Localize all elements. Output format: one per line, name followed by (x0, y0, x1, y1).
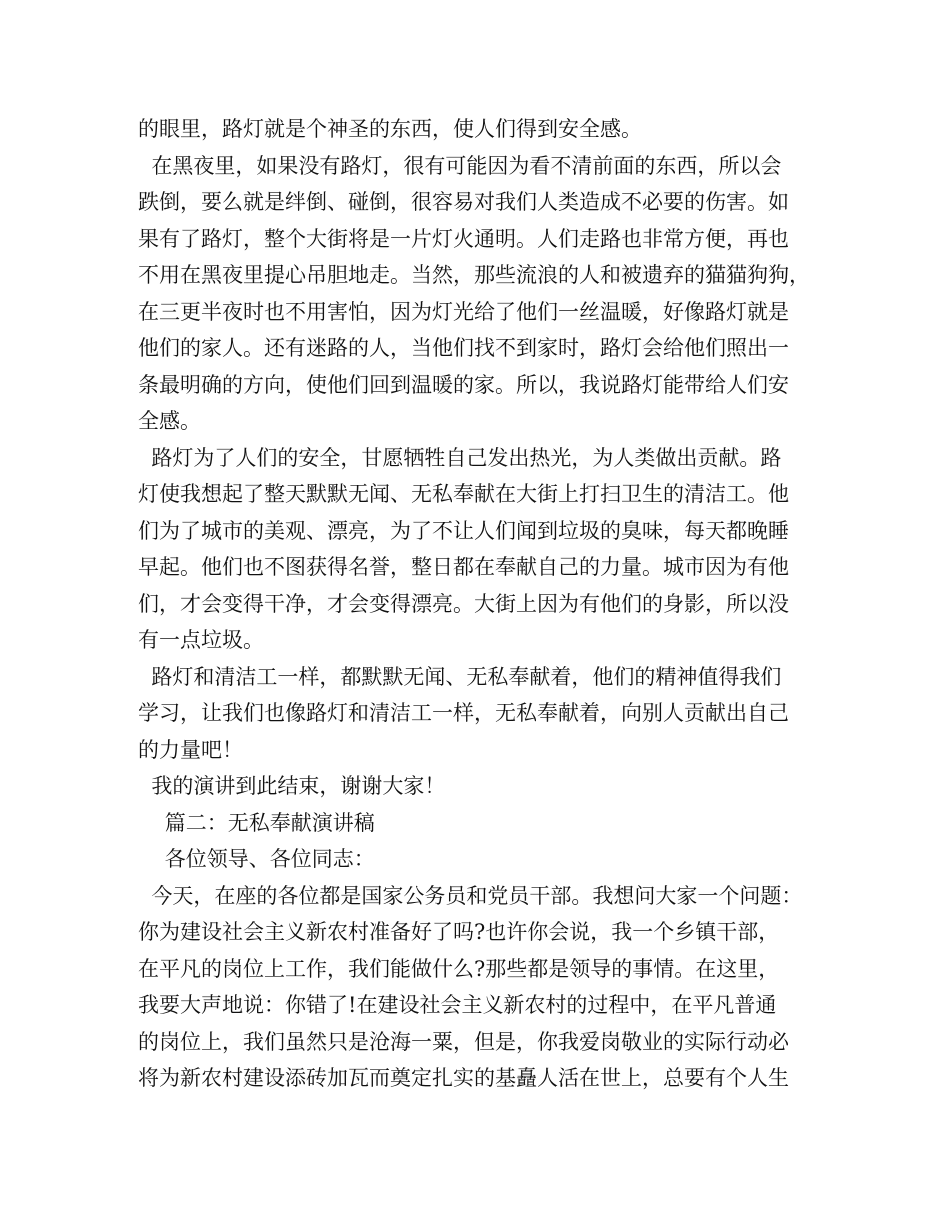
text-line: 我的演讲到此结束，谢谢大家！ (138, 774, 446, 798)
text-line: 路灯和清洁工一样，都默默无闻、无私奉献着，他们的精神值得我们 (138, 664, 782, 689)
text-line: 早起。他们也不图获得名誉，整日都在奉献自己的力量。城市因为有他 (138, 555, 789, 579)
text-line: 你为建设社会主义新农村准备好了吗?也许你会说，我一个乡镇干部， (138, 920, 780, 944)
text-line: 在黑夜里，如果没有路灯，很有可能因为看不清前面的东西，所以会 (138, 153, 782, 178)
text-line: 将为新农村建设添砖加瓦而奠定扎实的基矗人活在世上，总要有个人生 (138, 1066, 789, 1090)
text-line: 各位领导、各位同志： (138, 847, 375, 871)
text-line: 跌倒，要么就是绊倒、碰倒，很容易对我们人类造成不必要的伤害。如 (138, 190, 789, 214)
text-line: 的岗位上，我们虽然只是沧海一粟，但是，你我爱岗敬业的实际行动必 (138, 1029, 789, 1054)
text-line: 篇二：无私奉献演讲稿 (138, 810, 375, 835)
text-line: 的眼里，路灯就是个神圣的东西，使人们得到安全感。 (138, 117, 642, 141)
text-line: 的力量吧！ (138, 737, 243, 762)
text-line: 不用在黑夜里提心吊胆地走。当然，那些流浪的人和被遗弃的猫猫狗狗， (138, 263, 810, 287)
text-line: 灯使我想起了整天默默无闻、无私奉献在大街上打扫卫生的清洁工。他 (138, 482, 789, 506)
text-line: 路灯为了人们的安全，甘愿牺牲自己发出热光，为人类做出贡献。路 (138, 445, 782, 470)
text-line: 学习，让我们也像路灯和清洁工一样，无私奉献着，向别人贡献出自己 (138, 701, 789, 725)
text-line: 他们的家人。还有迷路的人，当他们找不到家时，路灯会给他们照出一 (138, 336, 789, 360)
text-line: 今天，在座的各位都是国家公务员和党员干部。我想问大家一个问题： (138, 883, 803, 908)
text-line: 全感。 (138, 409, 201, 433)
text-line: 在三更半夜时也不用害怕，因为灯光给了他们一丝温暖，好像路灯就是 (138, 299, 789, 324)
text-line: 在平凡的岗位上工作，我们能做什么?那些都是领导的事情。在这里， (138, 956, 780, 981)
text-line: 们，才会变得干净，才会变得漂亮。大街上因为有他们的身影，所以没 (138, 591, 789, 616)
text-line: 果有了路灯，整个大街将是一片灯火通明。人们走路也非常方便，再也 (138, 226, 789, 251)
document-body (138, 111, 818, 1097)
text-line: 我要大声地说：你错了!在建设社会主义新农村的过程中，在平凡普通 (138, 993, 777, 1017)
text-line: 条最明确的方向，使他们回到温暖的家。所以，我说路灯能带给人们安 (138, 372, 789, 397)
text-line: 们为了城市的美观、漂亮，为了不让人们闻到垃圾的臭味，每天都晚睡 (138, 518, 789, 543)
text-line: 有一点垃圾。 (138, 628, 264, 652)
